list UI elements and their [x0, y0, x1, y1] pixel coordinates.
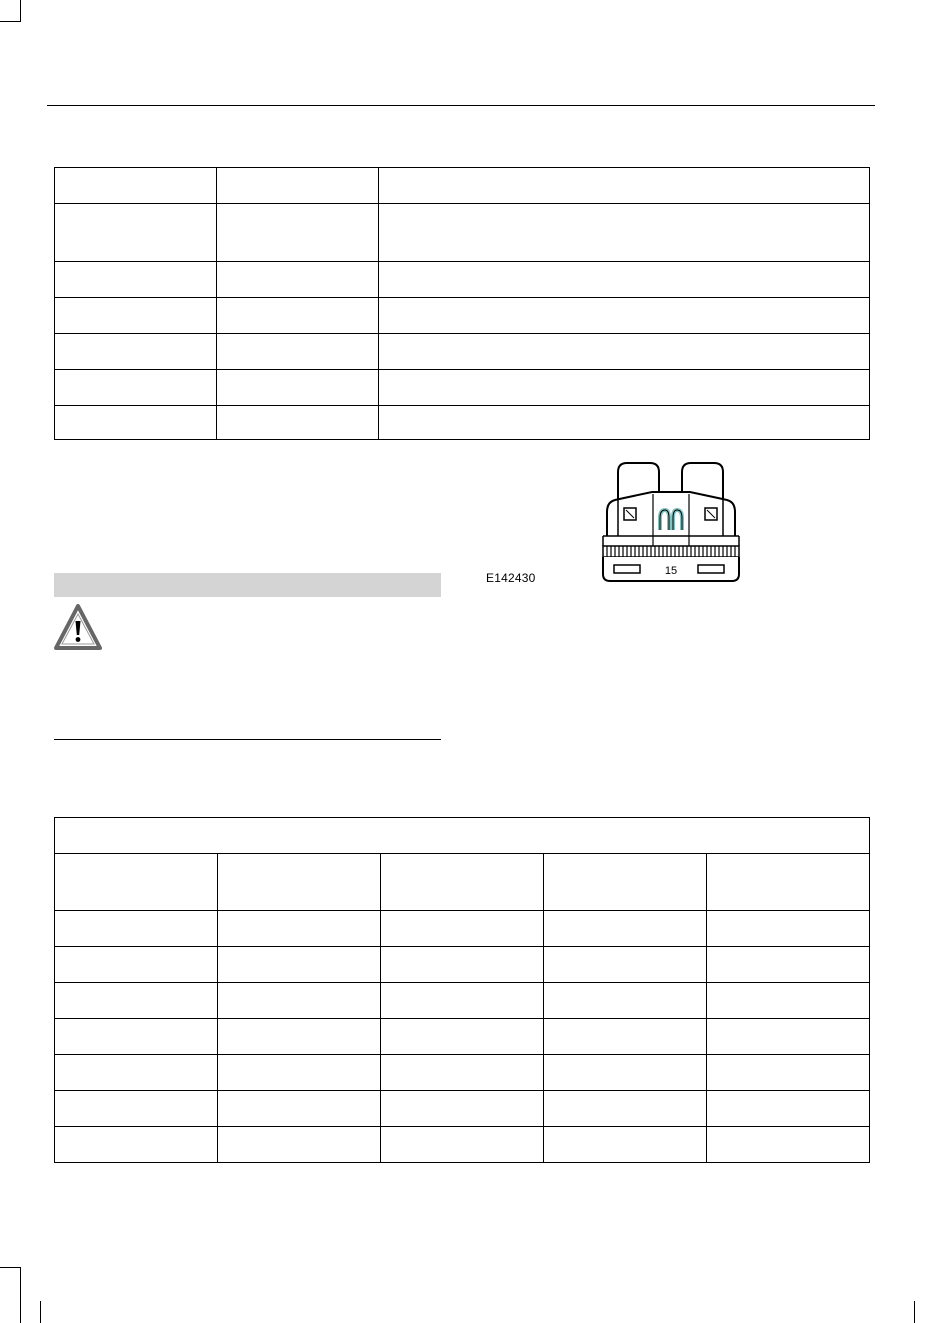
table-cell	[218, 1127, 381, 1163]
table-cell	[218, 1091, 381, 1127]
table-header-row	[55, 854, 870, 911]
table-cell	[55, 947, 218, 983]
table-row	[55, 298, 870, 334]
fuse-rating-label: 15	[664, 565, 678, 577]
table-cell	[707, 1127, 870, 1163]
table-cell	[544, 1019, 707, 1055]
warning-triangle-icon	[54, 604, 102, 650]
table-row	[55, 406, 870, 440]
table-cell	[544, 983, 707, 1019]
table-row	[55, 370, 870, 406]
table-cell	[55, 204, 217, 262]
table-row	[55, 911, 870, 947]
table-row	[55, 983, 870, 1019]
table-row	[55, 1055, 870, 1091]
crop-mark-top-left-h	[0, 21, 21, 22]
table-cell	[707, 947, 870, 983]
table-cell	[217, 168, 379, 204]
table-cell	[55, 1055, 218, 1091]
table-cell	[381, 1127, 544, 1163]
table-cell	[544, 1055, 707, 1091]
table-cell	[544, 1127, 707, 1163]
table-cell	[217, 370, 379, 406]
table-cell	[707, 911, 870, 947]
table-row	[55, 262, 870, 298]
table-cell	[217, 262, 379, 298]
table-cell	[217, 406, 379, 440]
blade-fuse-icon	[598, 460, 744, 586]
table-cell	[707, 983, 870, 1019]
table-cell	[381, 983, 544, 1019]
table-row	[55, 1091, 870, 1127]
table-cell	[217, 334, 379, 370]
table-cell	[55, 370, 217, 406]
table-cell	[379, 334, 870, 370]
table-cell	[379, 406, 870, 440]
table-row	[55, 1019, 870, 1055]
table-cell	[544, 854, 707, 911]
table-cell	[55, 262, 217, 298]
table-cell	[55, 1127, 218, 1163]
table-title-row	[55, 818, 870, 854]
table-cell	[55, 1091, 218, 1127]
table-cell	[707, 1019, 870, 1055]
table-cell	[381, 1019, 544, 1055]
table-title-cell	[55, 818, 870, 854]
crop-mark-bottom-left-h	[0, 1267, 21, 1268]
table-cell	[707, 1091, 870, 1127]
table-cell	[55, 1019, 218, 1055]
crop-mark-bottom-left-v	[20, 1267, 21, 1323]
table-cell	[218, 1019, 381, 1055]
table-cell	[544, 911, 707, 947]
table-cell	[217, 204, 379, 262]
table-cell	[379, 262, 870, 298]
table-cell	[381, 1055, 544, 1091]
table-cell	[55, 406, 217, 440]
warning-header-bar	[54, 573, 441, 597]
table-cell	[55, 168, 217, 204]
header-rule	[47, 105, 875, 106]
table-row	[55, 204, 870, 262]
table-cell	[381, 911, 544, 947]
fuse-table-upper	[54, 167, 870, 440]
table-cell	[55, 911, 218, 947]
table-cell	[218, 1055, 381, 1091]
table-cell	[381, 1091, 544, 1127]
crop-mark-bottom-left-tick	[40, 1301, 41, 1323]
table-cell	[217, 298, 379, 334]
crop-mark-bottom-right-tick	[914, 1301, 915, 1323]
table-cell	[381, 947, 544, 983]
figure-reference-label: E142430	[486, 571, 536, 585]
crop-mark-top-left-v	[20, 0, 21, 22]
table-cell	[381, 854, 544, 911]
table-cell	[707, 854, 870, 911]
table-cell	[55, 334, 217, 370]
table-cell	[55, 983, 218, 1019]
table-cell	[379, 168, 870, 204]
table-cell	[544, 947, 707, 983]
table-cell	[218, 854, 381, 911]
table-cell	[55, 854, 218, 911]
table-row	[55, 168, 870, 204]
table-cell	[218, 983, 381, 1019]
fuse-table-lower	[54, 817, 870, 1163]
table-row	[55, 1127, 870, 1163]
table-cell	[55, 298, 217, 334]
table-cell	[379, 204, 870, 262]
warning-end-rule	[54, 739, 441, 740]
table-cell	[379, 370, 870, 406]
table-cell	[218, 947, 381, 983]
table-row	[55, 947, 870, 983]
table-cell	[218, 911, 381, 947]
table-cell	[707, 1055, 870, 1091]
table-row	[55, 334, 870, 370]
table-cell	[379, 298, 870, 334]
table-cell	[544, 1091, 707, 1127]
